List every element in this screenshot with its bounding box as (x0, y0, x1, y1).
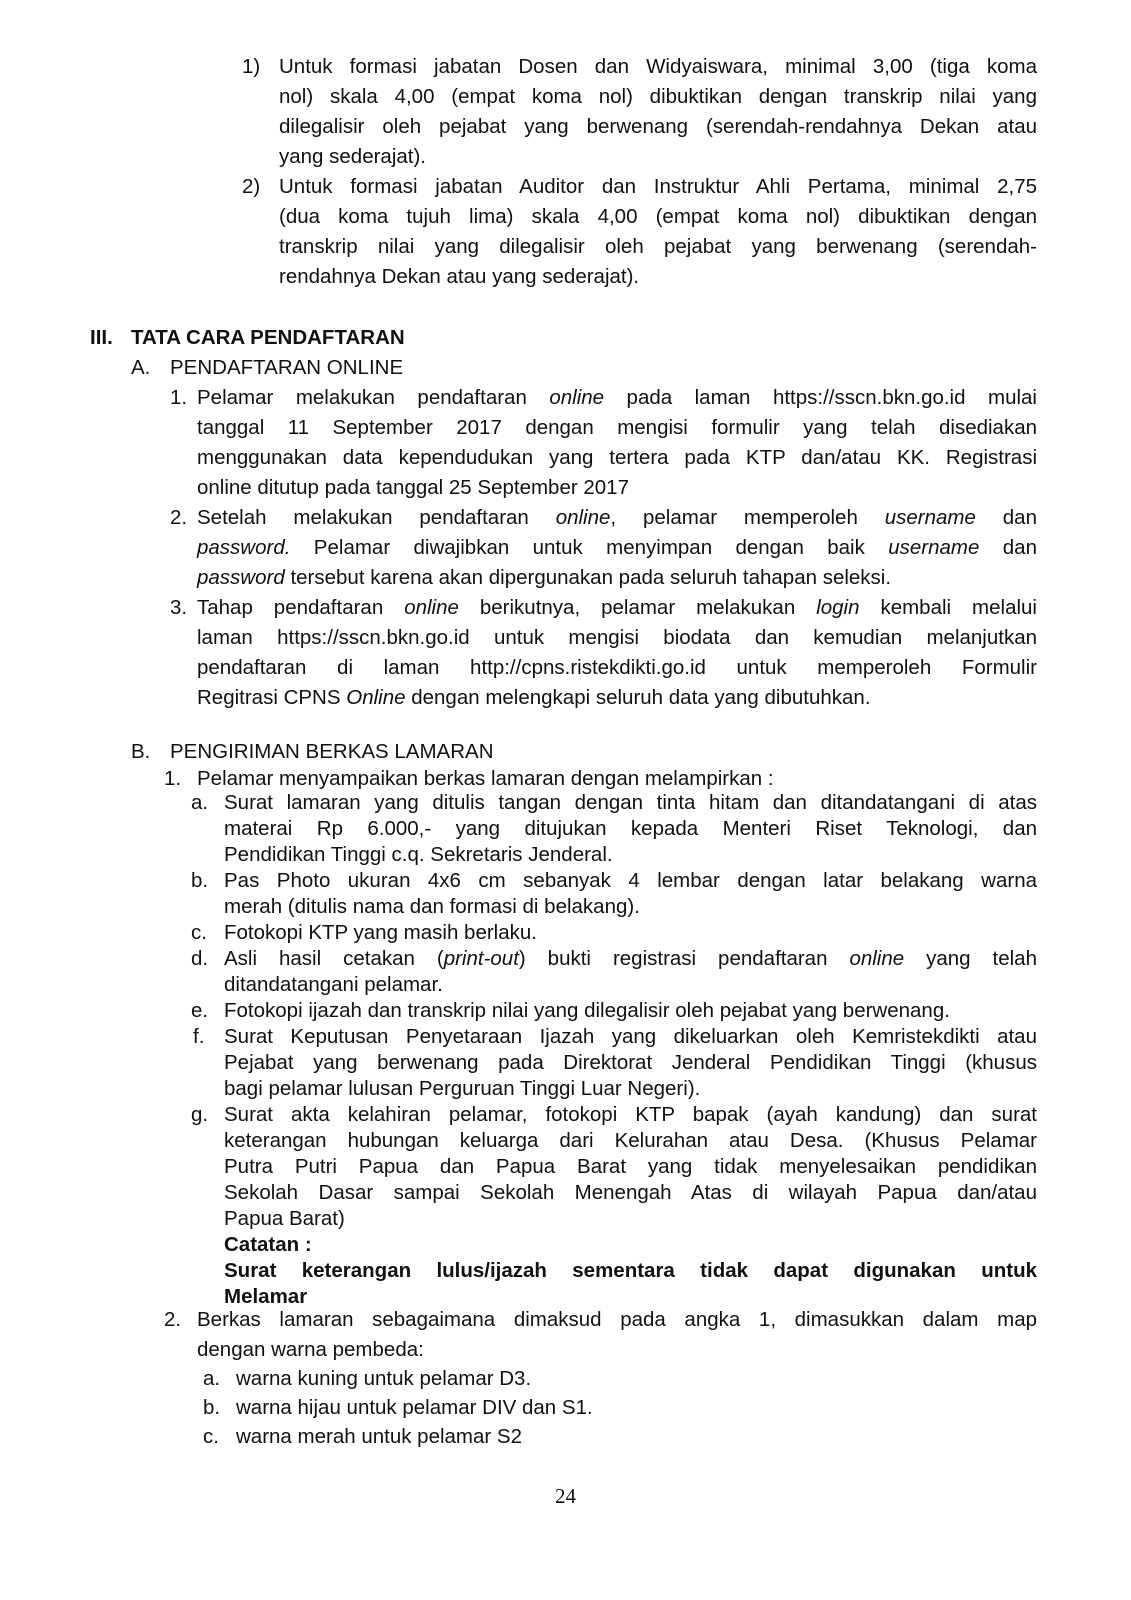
text-line: online ditutup pada tanggal 25 September 2017 (197, 476, 629, 499)
text-line: bagi pelamar lulusan Perguruan Tinggi Luar Negeri). (224, 1077, 701, 1100)
sub-list (0, 790, 1131, 1310)
list-item (0, 946, 1131, 998)
text-line: Pendidikan Tinggi c.q. Sekretaris Jenderal. (224, 843, 613, 866)
text-line: Fotokopi ijazah dan transkrip nilai yang dilegalisir oleh pejabat yang berwenang. (224, 999, 950, 1022)
item-label: a. (191, 791, 209, 814)
text-line: rendahnya Dekan atau yang sederajat). (279, 265, 640, 288)
text-line: Pejabat yang berwenang pada Direktorat Jenderal Pendidikan Tinggi (khusus (224, 1051, 1037, 1074)
subsection-title: PENGIRIMAN BERKAS LAMARAN (170, 740, 494, 763)
list-item (0, 920, 1131, 946)
item-label: b. (191, 869, 209, 892)
subsection-label: B. (131, 740, 151, 763)
text-line: keterangan hubungan keluarga dari Kelurahan atau Desa. (Khusus Pelamar (224, 1129, 1037, 1152)
text-line: menggunakan data kependudukan yang tertera pada KTP dan/atau KK. Registrasi (197, 446, 1037, 469)
text-line: Untuk formasi jabatan Dosen dan Widyaiswara, minimal 3,00 (tiga koma (279, 55, 1037, 78)
text-line: Asli hasil cetakan (print-out) bukti registrasi pendaftaran online yang telah (224, 947, 1037, 970)
item-label: 1. (170, 386, 188, 409)
text-line: pendaftaran di laman http://cpns.ristekdikti.go.id untuk memperoleh Formulir (197, 656, 1037, 679)
text-line: dengan warna pembeda: (197, 1338, 424, 1361)
text-line: Berkas lamaran sebagaimana dimaksud pada angka 1, dimasukkan dalam map (197, 1308, 1037, 1331)
list-item (0, 998, 1131, 1024)
note-line: Melamar (224, 1285, 308, 1308)
item-label: g. (191, 1103, 209, 1126)
text-line: Surat Keputusan Penyetaraan Ijazah yang dikeluarkan oleh Kemristekdikti atau (224, 1025, 1037, 1048)
list-item (0, 790, 1131, 868)
item-label: 2) (242, 175, 261, 198)
subsection-label: A. (131, 356, 151, 379)
item-label: a. (203, 1367, 221, 1390)
text-line: warna merah untuk pelamar S2 (236, 1425, 523, 1448)
text-line: Tahap pendaftaran online berikutnya, pelamar melakukan login kembali melalui (197, 596, 1037, 619)
text-line: transkrip nilai yang dilegalisir oleh pejabat yang berwenang (serendah- (279, 235, 1037, 258)
item-label: c. (191, 921, 207, 944)
text-line: Untuk formasi jabatan Auditor dan Instruktur Ahli Pertama, minimal 2,75 (279, 175, 1037, 198)
text-line: warna kuning untuk pelamar D3. (236, 1367, 532, 1390)
text-line: laman https://sscn.bkn.go.id untuk mengisi biodata dan kemudian melanjutkan (197, 626, 1037, 649)
item-label: 1) (242, 55, 261, 78)
note-line: Surat keterangan lulus/ijazah sementara tidak dapat digunakan untuk (224, 1259, 1037, 1282)
item-text: Pelamar menyampaikan berkas lamaran dengan melampirkan : (197, 767, 774, 790)
text-line: Surat akta kelahiran pelamar, fotokopi KTP bapak (ayah kandung) dan surat (224, 1103, 1037, 1126)
text-line: Pas Photo ukuran 4x6 cm sebanyak 4 lembar dengan latar belakang warna (224, 869, 1037, 892)
text-line: (dua koma tujuh lima) skala 4,00 (empat koma nol) dibuktikan dengan (279, 205, 1037, 228)
text-line: dilegalisir oleh pejabat yang berwenang (serendah-rendahnya Dekan atau (279, 115, 1037, 138)
item-label: c. (203, 1425, 219, 1448)
text-line: merah (ditulis nama dan formasi di belakang). (224, 895, 640, 918)
item-label: b. (203, 1396, 221, 1419)
sub-list (0, 1364, 1131, 1451)
item-label: 3. (170, 596, 188, 619)
text-line: Papua Barat) (224, 1207, 345, 1230)
section-number: III. (90, 326, 113, 349)
subsection-title: PENDAFTARAN ONLINE (170, 356, 404, 379)
text-line: password tersebut karena akan dipergunakan pada seluruh tahapan seleksi. (197, 566, 892, 589)
text-line: tanggal 11 September 2017 dengan mengisi formulir yang telah disediakan (197, 416, 1037, 439)
item-text (197, 1305, 1037, 1365)
item-label: 2. (170, 506, 188, 529)
text-line: yang sederajat). (279, 145, 427, 168)
text-line: Sekolah Dasar sampai Sekolah Menengah Atas di wilayah Papua dan/atau (224, 1181, 1037, 1204)
list-item (0, 1393, 1131, 1422)
list-item (0, 1024, 1131, 1102)
text-line: Surat lamaran yang ditulis tangan dengan tinta hitam dan ditandatangani di atas (224, 791, 1037, 814)
text-line: password. Pelamar diwajibkan untuk menyimpan dengan baik username dan (197, 536, 1037, 559)
item-label: e. (191, 999, 209, 1022)
item-label: d. (191, 947, 209, 970)
list-item (0, 868, 1131, 920)
text-line: materai Rp 6.000,- yang ditujukan kepada Menteri Riset Teknologi, dan (224, 817, 1037, 840)
item-label: f. (193, 1025, 205, 1048)
text-line: Regitrasi CPNS Online dengan melengkapi seluruh data yang dibutuhkan. (197, 686, 871, 709)
list-item (0, 1422, 1131, 1451)
page-number: 24 (555, 1484, 576, 1508)
item-label: 1. (164, 767, 182, 790)
item-label: 2. (164, 1308, 182, 1331)
list-item (0, 1102, 1131, 1232)
text-line: Putra Putri Papua dan Papua Barat yang tidak menyelesaikan pendidikan (224, 1155, 1037, 1178)
list-item (0, 1364, 1131, 1393)
section-title: TATA CARA PENDAFTARAN (131, 326, 405, 349)
text-line: ditandatangani pelamar. (224, 973, 443, 996)
text-line: nol) skala 4,00 (empat koma nol) dibuktikan dengan transkrip nilai yang (279, 85, 1037, 108)
text-line: warna hijau untuk pelamar DIV dan S1. (236, 1396, 593, 1419)
note (224, 1232, 1037, 1310)
text-line: Fotokopi KTP yang masih berlaku. (224, 921, 537, 944)
note-title: Catatan : (224, 1233, 312, 1256)
text-line: Setelah melakukan pendaftaran online, pelamar memperoleh username dan (197, 506, 1037, 529)
text-line: Pelamar melakukan pendaftaran online pada laman https://sscn.bkn.go.id mulai (197, 386, 1037, 409)
